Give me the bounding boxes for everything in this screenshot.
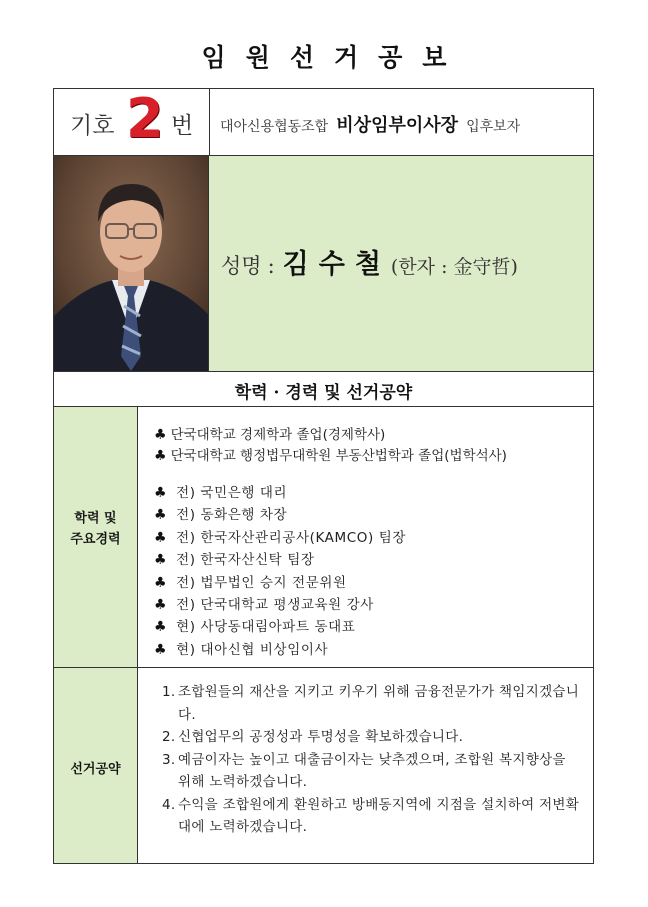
- ballot-number: 2: [126, 87, 164, 150]
- name-line: [221, 242, 518, 281]
- position-title: 비상임부이사장: [336, 115, 459, 136]
- section-title-row: [54, 372, 593, 407]
- club-icon: ♣: [154, 507, 168, 524]
- pledge-text: 수익을 조합원에게 환원하고 방배동지역에 지점을 설치하여 저변확대에 노력하겠습니다.: [178, 796, 580, 835]
- education-list: [154, 425, 507, 467]
- pledge-number: 4.: [162, 796, 176, 813]
- club-icon: ♣: [154, 529, 168, 546]
- section-title: 학력 · 경력 및 선거공약: [234, 383, 413, 403]
- pledge-item: [162, 749, 582, 794]
- list-item: ♣ 전) 국민은행 대리: [154, 485, 288, 501]
- candidate-photo: [54, 156, 209, 371]
- list-item: ♣ 전) 동화은행 차장: [154, 507, 288, 524]
- candidacy-cell: [210, 89, 593, 155]
- club-icon: ♣: [154, 448, 167, 464]
- name-label: 성명: [221, 254, 262, 278]
- candidacy-suffix: 입후보자: [466, 119, 521, 135]
- pledge-number: 3.: [162, 751, 176, 768]
- career-label-cell: [54, 407, 138, 667]
- list-item: ♣ 현) 대아신협 비상임이사: [154, 641, 329, 658]
- club-icon: ♣: [154, 641, 168, 658]
- pledge-label: 선거공약: [70, 762, 121, 777]
- career-label-line1: 학력 및: [74, 511, 117, 526]
- candidate-hanja: (한자 : 金守哲): [390, 256, 518, 278]
- symbol-suffix: 번: [171, 113, 194, 139]
- list-item: ♣ 단국대학교 경제학과 졸업(경제학사): [154, 427, 386, 443]
- symbol-prefix: 기호: [70, 113, 115, 139]
- pledge-text: 조합원들의 재산을 지키고 키우기 위해 금융전문가가 책임지겠습니다.: [178, 684, 580, 723]
- club-icon: ♣: [154, 552, 168, 569]
- career-body: [138, 407, 593, 667]
- pledge-item: [162, 794, 582, 839]
- name-colon: :: [267, 254, 275, 278]
- election-bulletin-sheet: [53, 88, 594, 864]
- pledge-text: 예금이자는 높이고 대출금이자는 낮추겠으며, 조합원 복지향상을 위해 노력하겠습니다.: [178, 751, 566, 790]
- pledge-body: [138, 668, 593, 863]
- list-item: ♣ 전) 단국대학교 평생교육원 강사: [154, 596, 374, 613]
- club-icon: ♣: [154, 427, 167, 443]
- list-item: ♣ 단국대학교 행정법무대학원 부동산법학과 졸업(법학석사): [154, 448, 507, 464]
- pledge-item: [162, 681, 582, 726]
- list-item: ♣ 전) 한국자산신탁 팀장: [154, 552, 315, 569]
- list-item: ♣ 현) 사당동대림아파트 동대표: [154, 619, 356, 636]
- club-icon: ♣: [154, 619, 168, 636]
- page-title: 임원선거공보: [201, 43, 467, 72]
- pledge-item: [162, 726, 582, 749]
- ballot-number-cell: [54, 89, 210, 155]
- career-label: [54, 508, 137, 550]
- list-item: ♣ 전) 한국자산관리공사(KAMCO) 팀장: [154, 529, 407, 546]
- pledge-number: 2.: [162, 729, 176, 745]
- photo-name-row: [54, 156, 593, 372]
- club-icon: ♣: [154, 485, 168, 501]
- career-label-line2: 주요경력: [70, 532, 121, 547]
- header-row: [54, 89, 593, 156]
- history-list: [154, 482, 406, 661]
- candidate-portrait-icon: [54, 156, 208, 371]
- pledge-text: 신협업무의 공정성과 투명성을 확보하겠습니다.: [178, 729, 464, 745]
- list-item: ♣ 전) 법무법인 승지 전문위원: [154, 574, 347, 591]
- career-row: [54, 407, 593, 668]
- candidacy-line: [220, 111, 520, 137]
- pledge-list: [162, 681, 582, 839]
- name-cell: [209, 156, 593, 371]
- club-icon: ♣: [154, 596, 168, 613]
- club-icon: ♣: [154, 574, 168, 591]
- pledge-label-cell: [54, 668, 138, 863]
- organization-name: 대아신용협동조합: [220, 119, 329, 135]
- candidate-name: 김수철: [282, 249, 391, 280]
- pledge-row: [54, 668, 593, 863]
- pledge-number: 1.: [162, 684, 176, 700]
